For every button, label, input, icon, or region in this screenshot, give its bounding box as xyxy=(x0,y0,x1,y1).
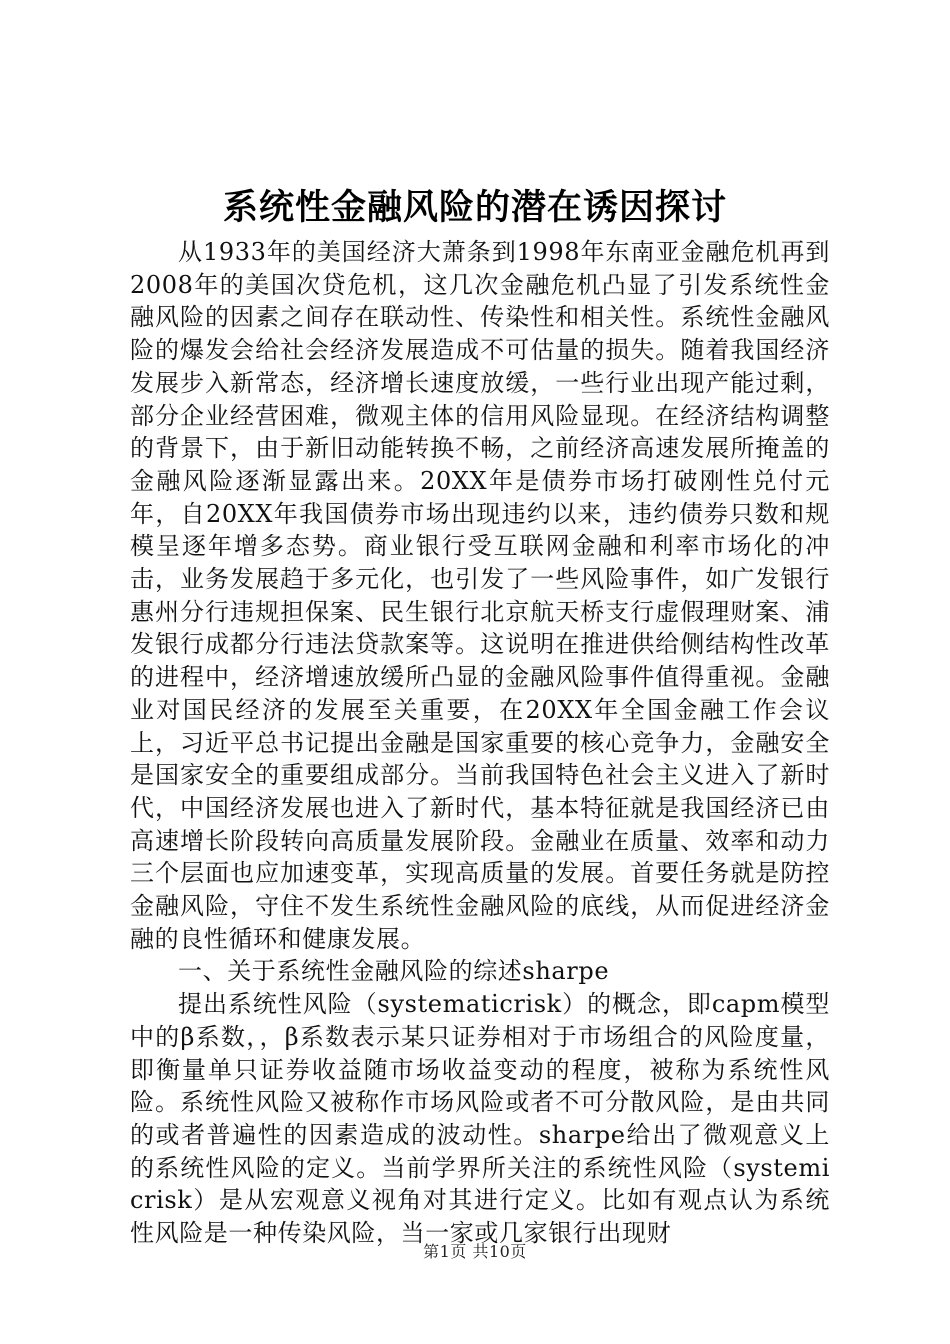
section-heading: 一、关于系统性金融风险的综述sharpe xyxy=(178,957,610,986)
document-title: 系统性金融风险的潜在诱因探讨 xyxy=(222,187,727,228)
paragraph-intro: 从1933年的美国经济大萧条到1998年东南亚金融危机再到2008年的美国次贷危机，这几次金融危机凸显了引发系统性金融风险的因素之间存在联动性、传染性和相关性。系统性金融风险的爆发会给社会经济发展造成不可估量的损失。随着我国经济发展步入新常态，经济增长速度放缓，一些行业出现产能过剩，部分企业经营困难，微观主体的信用风险显现。在经济结构调整的背景下，由于新旧动能转换不畅，之前经济高速发展所掩盖的金融风险逐渐显露出来。20XX年是债券市场打破刚性兑付元年，自20XX年我国债券市场出现违约以来，违约债券只数和规模呈逐年增多态势。商业银行受互联网金融和利率市场化的冲击，业务发展趋于多元化，也引发了一些风险事件，如广发银行惠州分行违规担保案、民生银行北京航天桥支行虚假理财案、浦发银行成都分行违法贷款案等。这说明在推进供给侧结构性改革的进程中，经济增速放缓所凸显的金融风险事件值得重视。金融业对国民经济的发展至关重要，在20XX年全国金融工作会议上，习近平总书记提出金融是国家重要的核心竞争力，金融安全是国家安全的重要组成部分。当前我国特色社会主义进入了新时代，中国经济发展也进入了新时代，基本特征就是我国经济已由高速增长阶段转向高质量发展阶段。金融业在质量、效率和动力三个层面也应加速变革，实现高质量的发展。首要任务就是防控金融风险，守住不发生系统性金融风险的底线，从而促进经济金融的良性循环和健康发展。 xyxy=(130,238,830,953)
document-body xyxy=(130,236,830,1250)
paragraph-systematic-risk: 提出系统性风险（systematicrisk）的概念，即capm模型中的β系数，，β系数表示某只证券相对于市场组合的风险度量，即衡量单只证券收益随市场收益变动的程度，被称为系统性风险。系统性风险又被称作市场风险或者不可分散风险，是由共同的或者普遍性的因素造成的波动性。sharpe给出了微观意义上的系统性风险的定义。当前学界所关注的系统性风险（systemicrisk）是从宏观意义视角对其进行定义。比如有观点认为系统性风险是一种传染风险，当一家或几家银行出现财 xyxy=(130,990,830,1248)
page-footer: 第1页 共10页 xyxy=(423,1242,527,1261)
